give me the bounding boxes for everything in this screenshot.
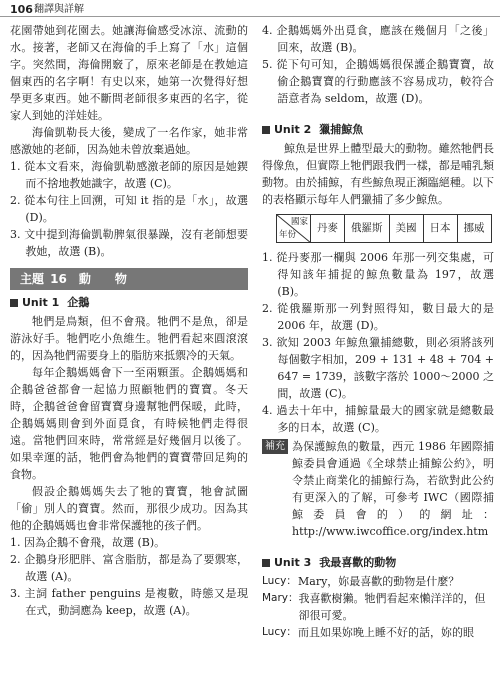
column-header: 挪威: [457, 215, 491, 243]
corner-label-country: 國家: [290, 217, 308, 227]
answer-explanation: 3. 欲知 2003 年鯨魚獵捕總數，則必須將該列每個數字相加，209 + 131 + 48 + 704 + 647 = 1739，該數字落於 1000～2000 之間，故選 (C)。: [262, 336, 494, 400]
square-bullet-icon: [262, 126, 270, 134]
unit-label: Unit 1: [22, 296, 60, 309]
unit-heading: [10, 294, 248, 311]
speaker-name: Lucy：: [262, 626, 297, 638]
table-header-row: [277, 215, 492, 243]
unit-label: Unit 3: [274, 556, 312, 569]
dialogue-text: Mary，妳最喜歡的動物是什麼？: [298, 575, 460, 588]
unit-heading: [262, 554, 494, 571]
dialogue-text: 而且如果妳晚上睡不好的話，妳的眼: [298, 626, 474, 639]
answer-explanation: 1. 從丹麥那一欄與 2006 年那一列交集處，可得知該年捕捉的鯨魚數量為 197，故選 (B)。: [262, 251, 494, 298]
unit-title: 獵捕鯨魚: [319, 123, 364, 136]
answer-explanation: 4. 企鵝媽媽外出覓食，應該在幾個月「之後」回來，故選 (B)。: [262, 24, 494, 54]
answer-explanation: 1. 從本文看來，海倫凱勒感激老師的原因是她鍥而不捨地教她識字，故選 (C)。: [10, 160, 248, 190]
passage-paragraph: 假設企鵝媽媽失去了牠的寶寶，牠會試圖「偷」別人的寶寶。然而，那很少成功。因為其他的企鵝媽媽也會非常保護牠的孩子們。: [10, 485, 248, 532]
topic-heading: 主題 16 動 物: [10, 268, 248, 290]
speaker-name: Lucy：: [262, 575, 297, 587]
answer-explanation: 2. 企鵝身形肥胖、富含脂肪，都是為了要禦寒，故選 (A)。: [10, 553, 248, 583]
answer-explanation: 3. 文中提到海倫凱勒脾氣很暴躁，沒有老師想要教她，故選 (B)。: [10, 228, 248, 258]
answer-explanation: 2. 從本句往上回溯，可知 it 指的是「水」，故選 (D)。: [10, 194, 248, 224]
answer-explanation: 5. 從下句可知，企鵝媽媽很保護企鵝寶寶，故偷企鵝寶寶的行動應該不容易成功，較符合語意者為 seldom，故選 (D)。: [262, 58, 494, 105]
running-title: 翻譯與詳解: [34, 4, 84, 15]
whaling-table: [276, 214, 492, 243]
header-rule: [0, 16, 500, 17]
page-number: 106: [10, 3, 33, 16]
column-header: 丹麥: [311, 215, 345, 243]
unit-title: 我最喜歡的動物: [319, 556, 397, 569]
unit-title: 企鵝: [67, 296, 90, 309]
column-header: 日本: [423, 215, 457, 243]
answer-explanation: 3. 主詞 father penguins 是複數，時態又是現在式，動詞應為 keep，故選 (A)。: [10, 587, 248, 617]
column-header: 俄羅斯: [345, 215, 390, 243]
story-paragraph: 海倫凱勒長大後，變成了一名作家，她非常感激她的老師，因為她未曾放棄過她。: [10, 126, 248, 156]
dialogue-line: [262, 590, 494, 624]
unit-label: Unit 2: [274, 123, 312, 136]
story-paragraph: 花園帶她到花園去。她讓海倫感受冰涼、流動的水。接著，老師又在海倫的手上寫了「水」這個字。突然間，海倫開竅了，原來老師是在教她這個東西的名字啊！有史以來，她第一次覺得好想學更多東西。她不斷問老師很多東西的名字，從家人到她的洋娃娃。: [10, 24, 248, 122]
supplement-text: 為保護鯨魚的數量，西元 1986 年國際捕鯨委員會通過《全球禁止捕鯨公約》，明令禁止商業化的捕鯨行為，若欲對此公約有更深入的了解，可參考 IWC（國際捕鯨委員會的）的網址：http://www.iwcoffice.org/index.htm: [292, 440, 494, 538]
corner-label-year: 年份: [279, 230, 297, 240]
supplement-note: [262, 438, 494, 540]
supplement-tag: 補充: [262, 439, 288, 454]
passage-paragraph: 鯨魚是世界上體型最大的動物。雖然牠們長得像魚，但實際上牠們跟我們一樣，都是哺乳類動物。由於捕鯨，有些鯨魚現正瀕臨絕種。以下的表格顯示每年人們獵捕了多少鯨魚。: [262, 142, 494, 206]
answer-explanation: 1. 因為企鵝不會飛，故選 (B)。: [10, 536, 166, 549]
passage-paragraph: 每年企鵝媽媽會下一至兩顆蛋。企鵝媽媽和企鵝爸爸都會一起協力照顧牠們的寶寶。冬天時，企鵝爸爸會留寶寶身邊幫牠們保暖，此時，企鵝媽媽則會到外面覓食，有時候牠們走得很遠。當牠們回來時，常常經是好幾個月以後了。如果幸運的話，牠們會為牠們的寶寶帶回足夠的食物。: [10, 366, 248, 481]
speaker-name: Mary：: [262, 592, 299, 604]
answer-explanation: 2. 從俄羅斯那一列對照得知，數目最大的是 2006 年，故選 (D)。: [262, 302, 494, 332]
square-bullet-icon: [10, 299, 18, 307]
dialogue-line: [262, 624, 494, 641]
left-column: [10, 22, 248, 619]
answer-explanation: 4. 過去十年中，捕鯨量最大的國家就是總數最多的日本，故選 (C)。: [262, 404, 494, 434]
unit-heading: [262, 121, 494, 138]
dialogue-text: 我喜歡樹獺。牠們看起來懶洋洋的，但卻很可愛。: [298, 592, 486, 622]
square-bullet-icon: [262, 559, 270, 567]
dialogue-line: [262, 573, 494, 590]
right-column: [262, 22, 494, 641]
column-header: 美國: [389, 215, 423, 243]
table-corner-cell: [277, 215, 311, 243]
passage-paragraph: 牠們是鳥類，但不會飛。牠們不是魚，卻是游泳好手。牠們吃小魚維生。牠們看起來圓滾滾的，因為牠們需要身上的脂肪來抵禦冷的天氣。: [10, 315, 248, 362]
page-header: [0, 0, 500, 16]
